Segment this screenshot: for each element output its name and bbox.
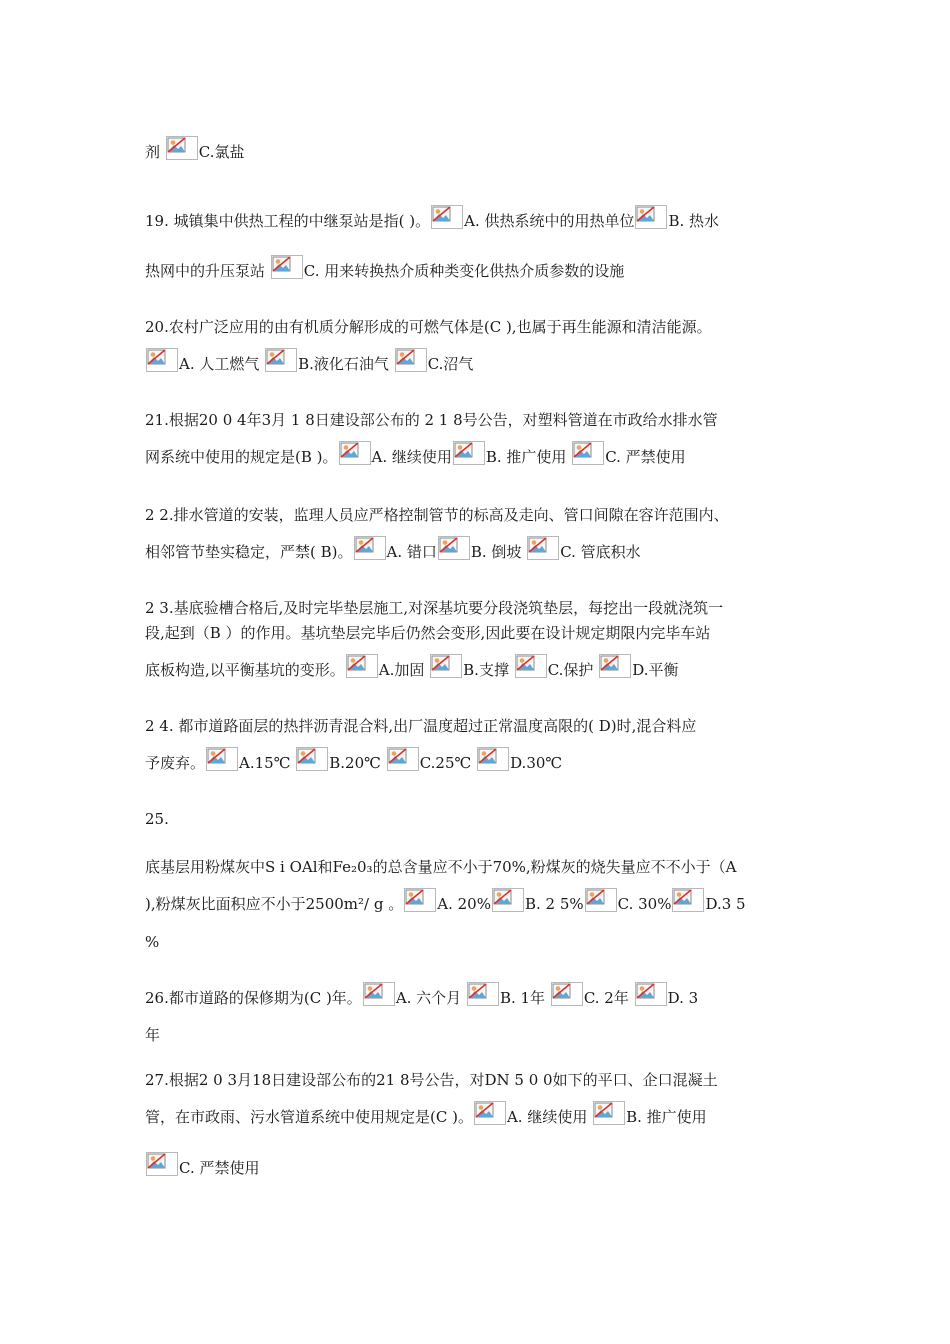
broken-image-icon — [515, 654, 547, 678]
text-line — [145, 1152, 810, 1178]
text-segment: B.液化石油气 — [298, 355, 394, 373]
broken-image-icon — [593, 1101, 625, 1125]
broken-image-icon — [438, 536, 470, 560]
text-line — [145, 505, 810, 525]
text-line — [145, 857, 810, 877]
text-line — [145, 1070, 810, 1090]
text-segment: 19. 城镇集中供热工程的中继泵站是指( )。 — [145, 212, 431, 230]
text-segment: B. 倒坡 — [470, 543, 527, 561]
text-segment: C.25℃ — [419, 754, 477, 772]
text-line — [145, 809, 810, 829]
text-segment: 27.根据2 0 3月18日建设部公布的21 8号公告，对DN 5 0 0如下的平口、企口混凝土 — [145, 1071, 718, 1089]
text-segment: 热网中的升压泵站 — [145, 262, 270, 280]
broken-image-icon — [635, 982, 667, 1006]
text-line — [145, 982, 810, 1008]
text-segment: ),粉煤灰比面积应不小于2500m²/ g 。 — [145, 895, 404, 913]
text-segment: 25. — [145, 810, 169, 828]
text-segment: C. 2年 — [583, 989, 634, 1007]
text-line — [145, 623, 810, 643]
text-segment: 年 — [145, 1026, 161, 1044]
text-line — [145, 348, 810, 374]
text-line — [145, 410, 810, 430]
broken-image-icon — [387, 747, 419, 771]
text-segment: B.支撑 — [463, 661, 514, 679]
text-segment: 2 4. 都市道路面层的热拌沥青混合料,出厂温度超过正常温度高限的( D)时,混合料应 — [145, 717, 697, 735]
text-segment: 剂 — [145, 143, 165, 161]
text-segment: C.保护 — [547, 661, 599, 679]
broken-image-icon — [492, 888, 524, 912]
text-segment: B. 推广使用 — [626, 1108, 707, 1126]
text-segment: C. 严禁使用 — [605, 448, 686, 466]
text-line — [145, 888, 810, 914]
text-segment: C. 30% — [617, 895, 672, 913]
text-segment: A. 错口 — [386, 543, 437, 561]
broken-image-icon — [146, 348, 178, 372]
text-line — [145, 747, 810, 773]
text-line — [145, 441, 810, 467]
broken-image-icon — [430, 654, 462, 678]
broken-image-icon — [206, 747, 238, 771]
text-segment: C. 管底积水 — [560, 543, 641, 561]
text-segment: % — [145, 933, 160, 951]
text-segment: 予废弃。 — [145, 754, 206, 772]
text-segment: 底基层用粉煤灰中S i OAl和Fe₂0₃的总含量应不小于70%,粉煤灰的烧失量应不不小于（A — [145, 858, 737, 876]
text-line — [145, 1101, 810, 1127]
text-segment: 段,起到（B ）的作用。基坑垫层完毕后仍然会变形,因此要在设计规定期限内完毕车站 — [145, 624, 711, 642]
text-segment: D.平衡 — [632, 661, 679, 679]
text-line — [145, 1025, 810, 1045]
text-segment: A. 继续使用 — [506, 1108, 593, 1126]
text-line — [145, 255, 810, 281]
broken-image-icon — [146, 1152, 178, 1176]
text-segment: B.20℃ — [329, 754, 386, 772]
broken-image-icon — [467, 982, 499, 1006]
text-segment: C.氯盐 — [198, 143, 245, 161]
text-segment: A.加固 — [378, 661, 430, 679]
broken-image-icon — [635, 205, 667, 229]
text-segment: 2 3.基底验槽合格后,及时完毕垫层施工,对深基坑要分段浇筑垫层，每挖出一段就浇筑一 — [145, 599, 724, 617]
broken-image-icon — [404, 888, 436, 912]
broken-image-icon — [453, 441, 485, 465]
text-segment: A. 人工燃气 — [179, 355, 265, 373]
broken-image-icon — [474, 1101, 506, 1125]
text-segment: A. 供热系统中的用热单位 — [464, 212, 635, 230]
text-segment: A. 继续使用 — [371, 448, 452, 466]
text-segment: 底板构造,以平衡基坑的变形。 — [145, 661, 345, 679]
text-segment: C. 严禁使用 — [179, 1159, 260, 1177]
text-segment: C.沼气 — [427, 355, 474, 373]
text-segment: 2 2.排水管道的安装，监理人员应严格控制管节的标高及走向、管口间隙在容许范围内、 — [145, 506, 729, 524]
text-segment: D.30℃ — [510, 754, 563, 772]
broken-image-icon — [339, 441, 371, 465]
text-segment: B. 推广使用 — [485, 448, 572, 466]
broken-image-icon — [395, 348, 427, 372]
text-line — [145, 136, 810, 162]
broken-image-icon — [585, 888, 617, 912]
text-segment: 26.都市道路的保修期为(C )年。 — [145, 989, 362, 1007]
text-segment: A.15℃ — [239, 754, 296, 772]
text-line — [145, 317, 810, 337]
broken-image-icon — [363, 982, 395, 1006]
text-segment: 20.农村广泛应用的由有机质分解形成的可燃气体是(C ),也属于再生能源和清洁能源。 — [145, 318, 712, 336]
text-line — [145, 716, 810, 736]
text-segment: D.3 5 — [705, 895, 746, 913]
broken-image-icon — [431, 205, 463, 229]
text-line — [145, 536, 810, 562]
text-line — [145, 205, 810, 231]
text-segment: C. 用来转换热介质种类变化供热介质参数的设施 — [303, 262, 625, 280]
text-line — [145, 654, 810, 680]
broken-image-icon — [346, 654, 378, 678]
broken-image-icon — [599, 654, 631, 678]
broken-image-icon — [265, 348, 297, 372]
text-segment: 21.根据20 0 4年3月 1 8日建设部公布的 2 1 8号公告，对塑料管道在市政给水排水管 — [145, 411, 718, 429]
broken-image-icon — [672, 888, 704, 912]
broken-image-icon — [551, 982, 583, 1006]
broken-image-icon — [354, 536, 386, 560]
text-line — [145, 932, 810, 952]
text-segment: B. 1年 — [499, 989, 550, 1007]
text-segment: 网系统中使用的规定是(B )。 — [145, 448, 338, 466]
broken-image-icon — [296, 747, 328, 771]
text-segment: B. 热水 — [668, 212, 720, 230]
text-segment: 管，在市政雨、污水管道系统中使用规定是(C )。 — [145, 1108, 473, 1126]
broken-image-icon — [527, 536, 559, 560]
text-segment: A. 六个月 — [395, 989, 466, 1007]
text-segment: B. 2 5% — [524, 895, 584, 913]
broken-image-icon — [477, 747, 509, 771]
text-line — [145, 598, 810, 618]
broken-image-icon — [166, 136, 198, 160]
broken-image-icon — [572, 441, 604, 465]
broken-image-icon — [271, 255, 303, 279]
text-segment: A. 20% — [437, 895, 491, 913]
text-segment: 相邻管节垫实稳定，严禁( B)。 — [145, 543, 353, 561]
text-segment: D. 3 — [667, 989, 699, 1007]
